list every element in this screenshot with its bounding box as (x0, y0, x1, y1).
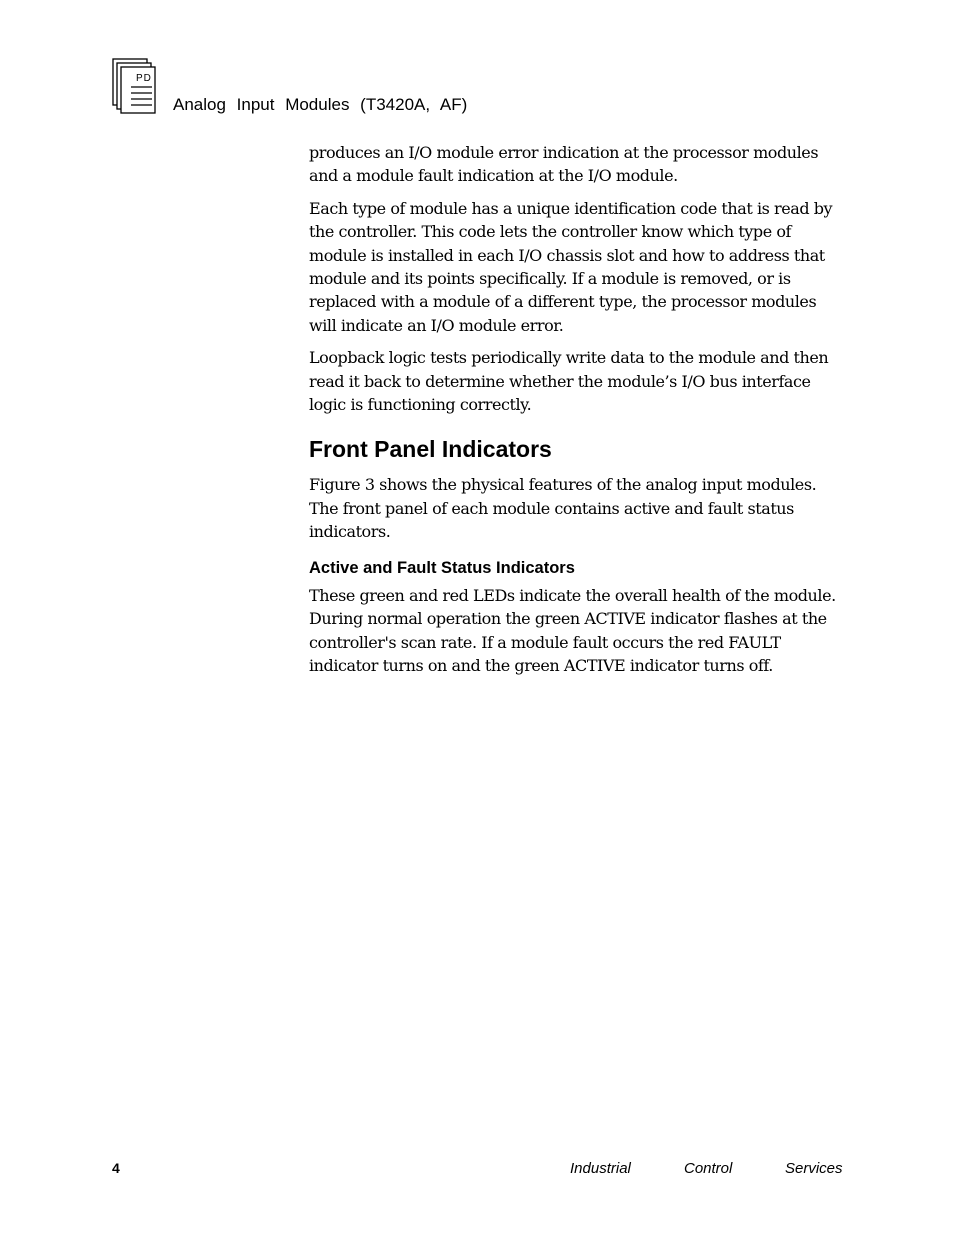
body-paragraph: Loopback logic tests periodically write data to the module and then read it back to determine whether the module’s I/O bus interface logic is functioning correctly. (309, 348, 829, 415)
sub-heading: Active and Fault Status Indicators (309, 558, 575, 577)
footer-org-word: Industrial (570, 1160, 631, 1177)
body-text-column (309, 141, 839, 686)
footer-org-word: Services (785, 1160, 843, 1177)
logo-text: PD (136, 73, 152, 84)
body-paragraph: Figure 3 shows the physical features of the analog input modules. The front panel of each module contains active and fault status indicators. (309, 475, 817, 542)
pd-document-icon (112, 58, 156, 114)
body-paragraph: These green and red LEDs indicate the overall health of the module. During normal operation the green ACTIVE indicator flashes at the controller's scan rate. If a module fault occurs the red FAULT indicator turns on and the green ACTIVE indicator turns off. (309, 585, 836, 675)
running-header-title: Analog Input Modules (T3420A, AF) (173, 95, 468, 114)
body-paragraph: Each type of module has a unique identification code that is read by the controller. This code lets the controller know which type of module is installed in each I/O chassis slot and how to address that module and its points specifically. If a module is removed, or is replaced with a module of a different type, the processor modules will indicate an I/O module error. (309, 198, 833, 335)
body-paragraph: produces an I/O module error indication at the processor modules and a module fault indication at the I/O module. (309, 143, 819, 186)
section-heading: Front Panel Indicators (309, 436, 552, 463)
footer-org-word: Control (684, 1160, 733, 1177)
page-number: 4 (112, 1160, 120, 1176)
